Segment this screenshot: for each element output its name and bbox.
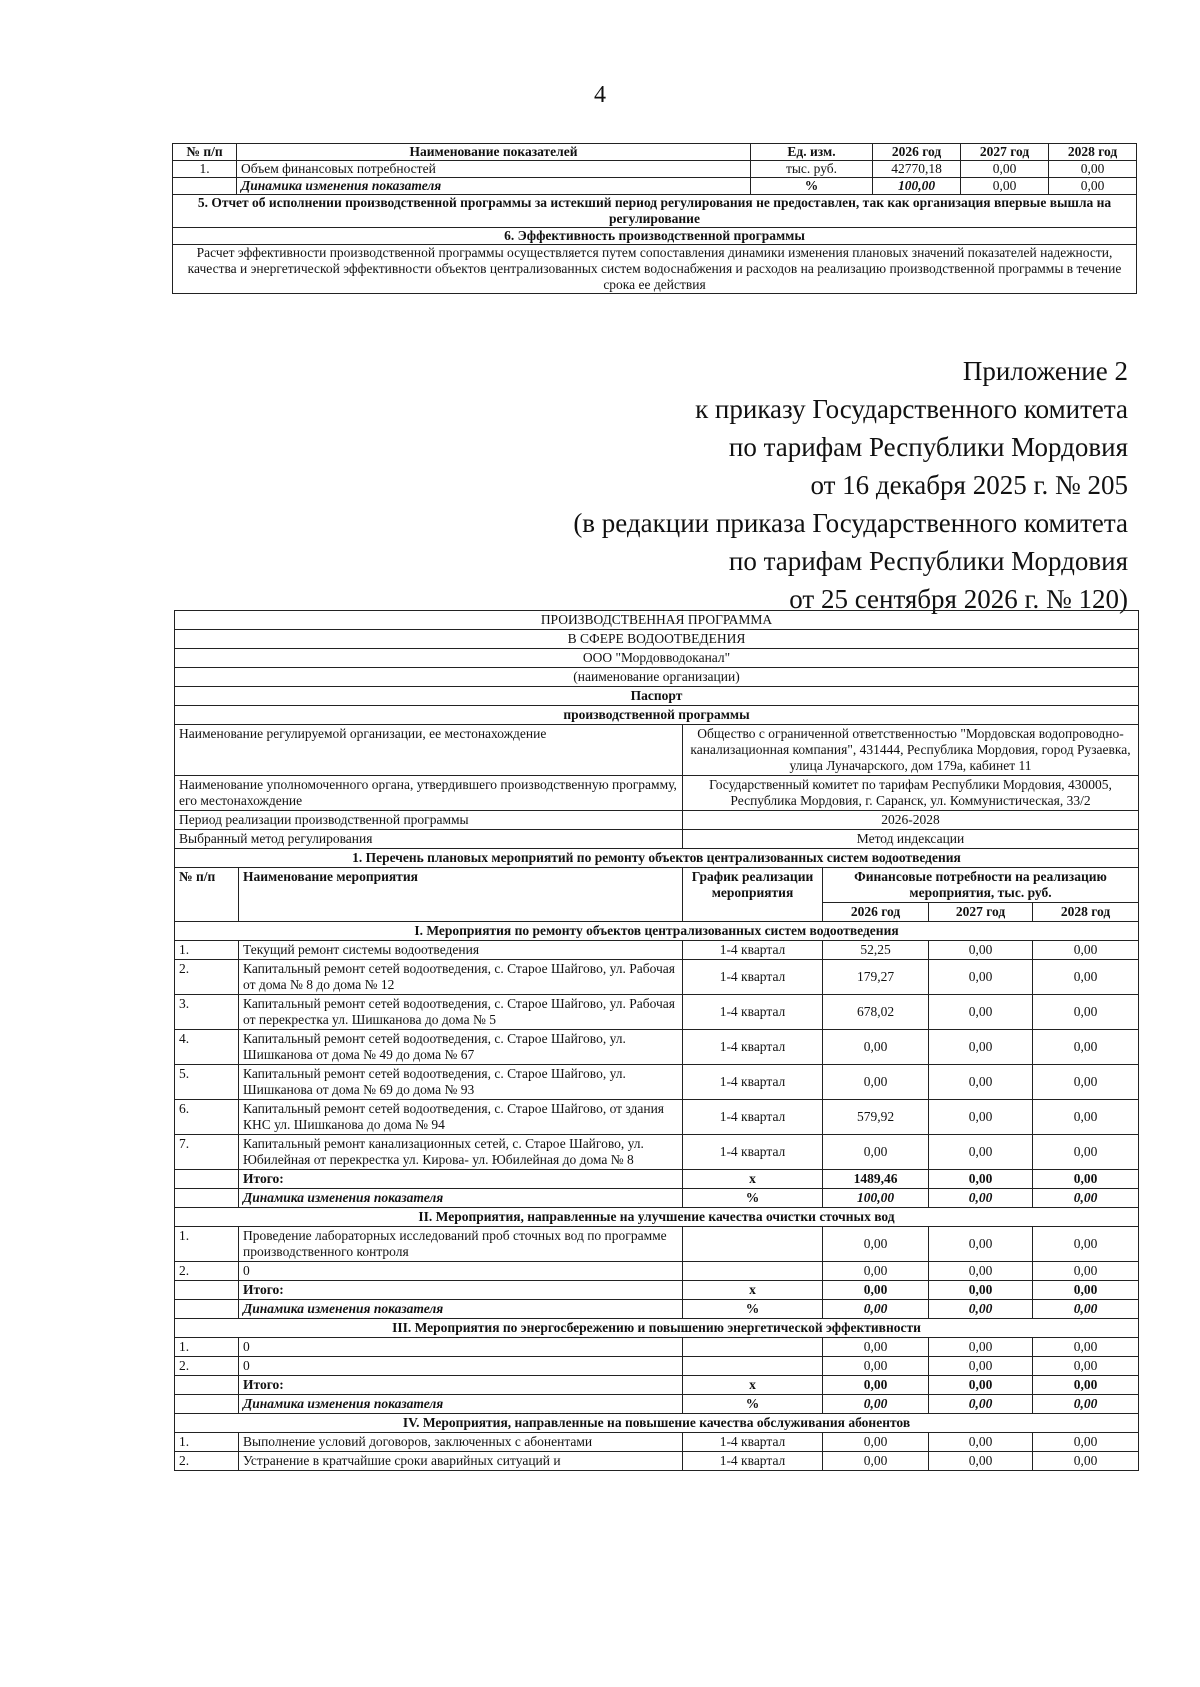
appendix-header <box>573 352 1128 618</box>
table-row <box>175 1338 1139 1357</box>
dynamics-label: Динамика изменения показателя <box>239 1189 683 1208</box>
info-row <box>175 830 1139 849</box>
value-cell: 0,00 <box>823 1030 929 1065</box>
schedule-cell: 1-4 квартал <box>683 1452 823 1471</box>
appendix-line: (в редакции приказа Государственного комитета <box>573 508 1128 538</box>
value-cell: 179,27 <box>823 960 929 995</box>
value-cell: 0,00 <box>929 1227 1033 1262</box>
dynamics-row <box>175 1395 1139 1414</box>
activity-name: Текущий ремонт системы водоотведения <box>239 941 683 960</box>
value-cell: 0,00 <box>1033 1065 1139 1100</box>
total-label: Итого: <box>239 1376 683 1395</box>
table-row <box>175 1030 1139 1065</box>
header-cell: 2026 год <box>873 144 961 161</box>
efficiency-section-title: 6. Эффективность производственной программы <box>173 228 1137 245</box>
activity-name: Устранение в кратчайшие сроки аварийных ситуаций и <box>239 1452 683 1471</box>
info-value: 2026-2028 <box>683 811 1139 830</box>
table-cell: 100,00 <box>873 178 961 195</box>
title-row <box>175 611 1139 630</box>
schedule-cell: 1-4 квартал <box>683 995 823 1030</box>
value-cell: 0,00 <box>929 960 1033 995</box>
table-row <box>175 1452 1139 1471</box>
info-label: Период реализации производственной программы <box>175 811 683 830</box>
section-row <box>173 228 1137 245</box>
col-financial-header: Финансовые потребности на реализацию мероприятия, тыс. руб. <box>823 868 1139 903</box>
table-cell: 0,00 <box>1049 161 1137 178</box>
value-cell: 579,92 <box>823 1100 929 1135</box>
title-row <box>175 630 1139 649</box>
value-cell: 0,00 <box>823 1452 929 1471</box>
value-cell: 0,00 <box>929 1281 1033 1300</box>
year-header: 2027 год <box>929 903 1033 922</box>
schedule-cell: х <box>683 1170 823 1189</box>
row-number: 4. <box>175 1030 239 1065</box>
value-cell: 0,00 <box>823 1281 929 1300</box>
activity-name: Проведение лабораторных исследований проб сточных вод по программе производственного контроля <box>239 1227 683 1262</box>
table-row <box>175 941 1139 960</box>
table-cell: 42770,18 <box>873 161 961 178</box>
dynamics-row <box>175 1300 1139 1319</box>
page-number: 4 <box>594 82 606 108</box>
schedule-cell <box>683 1357 823 1376</box>
header-cell: 2027 год <box>961 144 1049 161</box>
table-row <box>175 1100 1139 1135</box>
value-cell: 0,00 <box>1033 1452 1139 1471</box>
value-cell: 0,00 <box>929 1100 1033 1135</box>
schedule-cell: 1-4 квартал <box>683 941 823 960</box>
table-row <box>175 1262 1139 1281</box>
activity-name: Капитальный ремонт канализационных сетей, с. Старое Шайгово, ул. Юбилейная от перекрестка ул. Кирова- ул. Юбилейная до дома № 8 <box>239 1135 683 1170</box>
schedule-cell <box>683 1227 823 1262</box>
info-label: Выбранный метод регулирования <box>175 830 683 849</box>
dynamics-label: Динамика изменения показателя <box>239 1300 683 1319</box>
info-label: Наименование регулируемой организации, ее местонахождение <box>175 725 683 776</box>
row-number: 2. <box>175 1357 239 1376</box>
value-cell: 0,00 <box>823 1357 929 1376</box>
empty-cell <box>175 1170 239 1189</box>
col-name-header: Наименование мероприятия <box>239 868 683 922</box>
value-cell: 678,02 <box>823 995 929 1030</box>
schedule-cell: % <box>683 1300 823 1319</box>
row-number: 2. <box>175 960 239 995</box>
schedule-cell: х <box>683 1376 823 1395</box>
section-title: I. Мероприятия по ремонту объектов централизованных систем водоотведения <box>175 922 1139 941</box>
organization-name: ООО "Мордовводоканал" <box>175 649 1139 668</box>
value-cell: 0,00 <box>823 1065 929 1100</box>
activity-name: 0 <box>239 1357 683 1376</box>
row-number: 1. <box>175 1227 239 1262</box>
value-cell: 0,00 <box>929 1395 1033 1414</box>
activity-name: Капитальный ремонт сетей водоотведения, с. Старое Шайгово, ул. Шишканова от дома № 69 до дома № 93 <box>239 1065 683 1100</box>
table-row <box>175 1433 1139 1452</box>
row-number: 2. <box>175 1452 239 1471</box>
value-cell: 0,00 <box>929 1030 1033 1065</box>
table-cell: 0,00 <box>1049 178 1137 195</box>
schedule-cell: 1-4 квартал <box>683 1433 823 1452</box>
section-title: III. Мероприятия по энергосбережению и повышению энергетической эффективности <box>175 1319 1139 1338</box>
value-cell: 0,00 <box>823 1395 929 1414</box>
activity-name: Капитальный ремонт сетей водоотведения, с. Старое Шайгово, ул. Рабочая от дома № 8 до дома № 12 <box>239 960 683 995</box>
passport-title: Паспорт <box>175 687 1139 706</box>
value-cell: 100,00 <box>823 1189 929 1208</box>
title-row <box>175 668 1139 687</box>
schedule-cell: % <box>683 1395 823 1414</box>
value-cell: 0,00 <box>1033 1170 1139 1189</box>
col-schedule-header: График реализации мероприятия <box>683 868 823 922</box>
value-cell: 0,00 <box>1033 1395 1139 1414</box>
total-label: Итого: <box>239 1281 683 1300</box>
table-cell: 1. <box>173 161 237 178</box>
value-cell: 0,00 <box>823 1135 929 1170</box>
title-row <box>175 687 1139 706</box>
program-subtitle: В СФЕРЕ ВОДООТВЕДЕНИЯ <box>175 630 1139 649</box>
appendix-line: Приложение 2 <box>962 356 1128 386</box>
activity-name: 0 <box>239 1338 683 1357</box>
table-header-row <box>173 144 1137 161</box>
section-title-row <box>175 1208 1139 1227</box>
info-value: Государственный комитет по тарифам Республики Мордовия, 430005, Республика Мордовия, г. Саранск, ул. Коммунистическая, 33/2 <box>683 776 1139 811</box>
value-cell: 0,00 <box>1033 1338 1139 1357</box>
section-title-row <box>175 922 1139 941</box>
table-cell: Динамика изменения показателя <box>237 178 751 195</box>
dynamics-row <box>175 1189 1139 1208</box>
section-title-row <box>175 1319 1139 1338</box>
row-number: 1. <box>175 1338 239 1357</box>
empty-cell <box>175 1300 239 1319</box>
table-cell <box>173 178 237 195</box>
col-number-header: № п/п <box>175 868 239 922</box>
section-row <box>173 245 1137 294</box>
column-header-row <box>175 868 1139 903</box>
value-cell: 0,00 <box>1033 1135 1139 1170</box>
appendix-line: к приказу Государственного комитета <box>695 394 1128 424</box>
value-cell: 0,00 <box>823 1300 929 1319</box>
value-cell: 52,25 <box>823 941 929 960</box>
dynamics-label: Динамика изменения показателя <box>239 1395 683 1414</box>
appendix-line: по тарифам Республики Мордовия <box>728 432 1128 462</box>
row-number: 6. <box>175 1100 239 1135</box>
activity-name: Капитальный ремонт сетей водоотведения, с. Старое Шайгово, ул. Рабочая от перекрестка ул. Шишканова до дома № 5 <box>239 995 683 1030</box>
table-row <box>175 1227 1139 1262</box>
empty-cell <box>175 1376 239 1395</box>
value-cell: 0,00 <box>929 1189 1033 1208</box>
value-cell: 0,00 <box>929 1135 1033 1170</box>
value-cell: 0,00 <box>823 1376 929 1395</box>
value-cell: 0,00 <box>1033 1227 1139 1262</box>
empty-cell <box>175 1189 239 1208</box>
section-title: II. Мероприятия, направленные на улучшение качества очистки сточных вод <box>175 1208 1139 1227</box>
row-number: 5. <box>175 1065 239 1100</box>
activity-name: Капитальный ремонт сетей водоотведения, с. Старое Шайгово, ул. Шишканова от дома № 49 до дома № 67 <box>239 1030 683 1065</box>
value-cell: 0,00 <box>1033 1100 1139 1135</box>
table-row <box>175 1065 1139 1100</box>
value-cell: 0,00 <box>1033 1030 1139 1065</box>
schedule-cell <box>683 1262 823 1281</box>
value-cell: 0,00 <box>929 1065 1033 1100</box>
table-row <box>175 1357 1139 1376</box>
table-cell: тыс. руб. <box>751 161 873 178</box>
year-header: 2026 год <box>823 903 929 922</box>
value-cell: 0,00 <box>929 1338 1033 1357</box>
value-cell: 0,00 <box>929 1433 1033 1452</box>
table-cell: 0,00 <box>961 161 1049 178</box>
info-row <box>175 811 1139 830</box>
activity-name: Выполнение условий договоров, заключенных с абонентами <box>239 1433 683 1452</box>
info-value: Метод индексации <box>683 830 1139 849</box>
row-number: 2. <box>175 1262 239 1281</box>
activity-name: 0 <box>239 1262 683 1281</box>
header-cell: 2028 год <box>1049 144 1137 161</box>
passport-subtitle: производственной программы <box>175 706 1139 725</box>
table-row <box>175 995 1139 1030</box>
empty-cell <box>175 1395 239 1414</box>
value-cell: 0,00 <box>823 1227 929 1262</box>
schedule-cell: 1-4 квартал <box>683 1030 823 1065</box>
value-cell: 0,00 <box>1033 960 1139 995</box>
section-row <box>173 195 1137 228</box>
production-program-table <box>174 610 1139 1471</box>
value-cell: 0,00 <box>823 1433 929 1452</box>
value-cell: 0,00 <box>929 1357 1033 1376</box>
appendix-line: по тарифам Республики Мордовия <box>728 546 1128 576</box>
table-row <box>173 178 1137 195</box>
financial-needs-table <box>172 143 1137 294</box>
value-cell: 0,00 <box>1033 1281 1139 1300</box>
efficiency-text: Расчет эффективности производственной программы осуществляется путем сопоставления динамики изменения плановых значений показателей надежности, качества и энергетической эффективности объектов централизованных систем водоснабжения и расходов на реализацию производственной программы в течение срока ее действия <box>173 245 1137 294</box>
organization-caption: (наименование организации) <box>175 668 1139 687</box>
table-cell: % <box>751 178 873 195</box>
value-cell: 0,00 <box>823 1338 929 1357</box>
table-cell: Объем финансовых потребностей <box>237 161 751 178</box>
empty-cell <box>175 1281 239 1300</box>
schedule-cell: % <box>683 1189 823 1208</box>
schedule-cell <box>683 1338 823 1357</box>
table-row <box>175 1135 1139 1170</box>
value-cell: 0,00 <box>1033 941 1139 960</box>
title-row <box>175 706 1139 725</box>
header-cell: № п/п <box>173 144 237 161</box>
value-cell: 0,00 <box>823 1262 929 1281</box>
row-number: 1. <box>175 941 239 960</box>
schedule-cell: 1-4 квартал <box>683 960 823 995</box>
header-cell: Ед. изм. <box>751 144 873 161</box>
value-cell: 0,00 <box>1033 1189 1139 1208</box>
appendix-line: от 16 декабря 2025 г. № 205 <box>810 470 1128 500</box>
title-row <box>175 849 1139 868</box>
report-section-title: 5. Отчет об исполнении производственной программы за истекший период регулирования не предоставлен, так как организация впервые вышла на регулирование <box>173 195 1137 228</box>
value-cell: 0,00 <box>929 1452 1033 1471</box>
table-cell: 0,00 <box>961 178 1049 195</box>
value-cell: 0,00 <box>929 1262 1033 1281</box>
row-number: 7. <box>175 1135 239 1170</box>
title-row <box>175 649 1139 668</box>
total-label: Итого: <box>239 1170 683 1189</box>
header-cell: Наименование показателей <box>237 144 751 161</box>
value-cell: 0,00 <box>929 1376 1033 1395</box>
row-number: 3. <box>175 995 239 1030</box>
info-label: Наименование уполномоченного органа, утвердившего производственную программу, его местонахождение <box>175 776 683 811</box>
table-row <box>173 161 1137 178</box>
value-cell: 0,00 <box>929 1170 1033 1189</box>
section-title: IV. Мероприятия, направленные на повышение качества обслуживания абонентов <box>175 1414 1139 1433</box>
row-number: 1. <box>175 1433 239 1452</box>
schedule-cell: 1-4 квартал <box>683 1065 823 1100</box>
year-header: 2028 год <box>1033 903 1139 922</box>
schedule-cell: х <box>683 1281 823 1300</box>
total-row <box>175 1281 1139 1300</box>
activities-list-title: 1. Перечень плановых мероприятий по ремонту объектов централизованных систем водоотведения <box>175 849 1139 868</box>
value-cell: 1489,46 <box>823 1170 929 1189</box>
value-cell: 0,00 <box>929 1300 1033 1319</box>
section-title-row <box>175 1414 1139 1433</box>
info-row <box>175 776 1139 811</box>
value-cell: 0,00 <box>1033 1433 1139 1452</box>
info-value: Общество с ограниченной ответственностью "Мордовская водопроводно-канализационная компания", 431444, Республика Мордовия, город Рузаевка, улица Луначарского, дом 179а, кабинет 11 <box>683 725 1139 776</box>
value-cell: 0,00 <box>929 941 1033 960</box>
value-cell: 0,00 <box>1033 1262 1139 1281</box>
table-row <box>175 960 1139 995</box>
program-title: ПРОИЗВОДСТВЕННАЯ ПРОГРАММА <box>175 611 1139 630</box>
value-cell: 0,00 <box>1033 1376 1139 1395</box>
value-cell: 0,00 <box>929 995 1033 1030</box>
schedule-cell: 1-4 квартал <box>683 1100 823 1135</box>
activity-name: Капитальный ремонт сетей водоотведения, с. Старое Шайгово, от здания КНС ул. Шишканова до дома № 94 <box>239 1100 683 1135</box>
total-row <box>175 1170 1139 1189</box>
appendix-line: от 25 сентября 2026 г. № 120) <box>789 584 1128 614</box>
schedule-cell: 1-4 квартал <box>683 1135 823 1170</box>
value-cell: 0,00 <box>1033 995 1139 1030</box>
value-cell: 0,00 <box>1033 1300 1139 1319</box>
info-row <box>175 725 1139 776</box>
value-cell: 0,00 <box>1033 1357 1139 1376</box>
total-row <box>175 1376 1139 1395</box>
